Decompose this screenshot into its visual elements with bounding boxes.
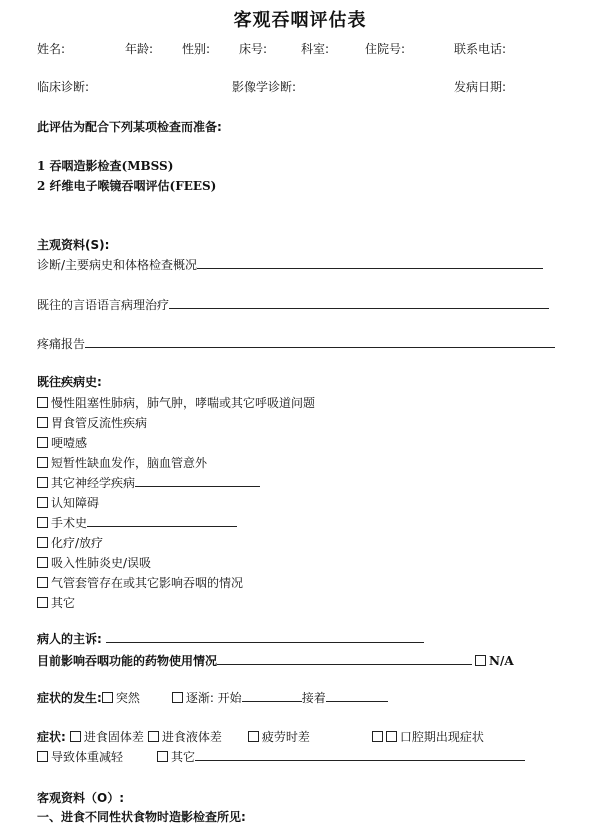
checkbox[interactable] — [37, 577, 48, 588]
onset-then-field[interactable] — [326, 690, 388, 702]
complaint-field[interactable] — [106, 631, 424, 643]
medication-row — [37, 652, 514, 669]
dx-history-row — [37, 256, 543, 273]
history-item: 化疗/放疗 — [37, 533, 315, 553]
checkbox[interactable] — [37, 457, 48, 468]
history-item: 其它神经学疾病 — [37, 473, 315, 493]
symptoms-row-2: 导致体重减轻 其它 — [37, 748, 525, 765]
dx-history-label: 诊断/主要病史和体格检查概况 — [37, 258, 198, 272]
history-item: 认知障碍 — [37, 493, 315, 513]
na-checkbox[interactable] — [475, 655, 486, 666]
clinical-diagnosis-label: 临床诊断: — [37, 80, 90, 94]
prep-intro: 此评估为配合下列某项检查而准备: — [37, 120, 222, 134]
history-heading: 既往疾病史: — [37, 375, 102, 389]
history-item: 气管套管存在或其它影响吞咽的情况 — [37, 573, 315, 593]
history-item: 哽噎感 — [37, 433, 315, 453]
objective-subheading: 一、进食不同性状食物时造影检查所见: — [37, 810, 246, 824]
admission-no-label: 住院号: — [365, 42, 406, 56]
checkbox[interactable] — [172, 692, 183, 703]
imaging-diagnosis-label: 影像学诊断: — [232, 80, 297, 94]
department-label: 科室: — [301, 42, 330, 56]
phone-label: 联系电话: — [454, 42, 507, 56]
medication-field[interactable] — [217, 653, 472, 665]
history-item: 胃食管反流性疾病 — [37, 413, 315, 433]
checkbox[interactable] — [37, 497, 48, 508]
checkbox[interactable] — [248, 731, 259, 742]
complaint-label: 病人的主诉: — [37, 632, 102, 646]
symptoms-label: 症状: — [37, 730, 66, 744]
name-label: 姓名: — [37, 42, 66, 56]
speech-history-row — [37, 296, 549, 313]
history-item: 吸入性肺炎史/误吸 — [37, 553, 315, 573]
prep-item-mbss: 1 吞咽造影检查(MBSS) — [37, 159, 174, 173]
onset-label: 症状的发生: — [37, 691, 102, 705]
objective-heading: 客观资料（O）: — [37, 791, 125, 805]
checkbox[interactable] — [102, 692, 113, 703]
checkbox[interactable] — [37, 517, 48, 528]
speech-history-label: 既往的言语语言病理治疗 — [37, 298, 170, 312]
subjective-heading: 主观资料(S): — [37, 238, 110, 252]
gender-label: 性别: — [182, 42, 211, 56]
checkbox[interactable] — [37, 477, 48, 488]
bed-label: 床号: — [239, 42, 268, 56]
onset-date-label: 发病日期: — [454, 80, 507, 94]
prep-item-fees: 2 纤维电子喉镜吞咽评估(FEES) — [37, 179, 217, 193]
complaint-row — [37, 630, 424, 647]
onset-sudden-label: 突然 — [115, 691, 140, 705]
page-title: 客观吞咽评估表 — [233, 10, 367, 31]
checkbox[interactable] — [70, 731, 81, 742]
pain-report-label: 疼痛报告 — [37, 337, 86, 351]
checkbox[interactable] — [37, 597, 48, 608]
dx-history-field[interactable] — [197, 257, 543, 269]
onset-start-field[interactable] — [242, 690, 302, 702]
medication-label: 目前影响吞咽功能的药物使用情况 — [37, 654, 218, 668]
checkbox[interactable] — [37, 417, 48, 428]
checkbox[interactable] — [37, 751, 48, 762]
checkbox[interactable] — [148, 731, 159, 742]
history-item: 慢性阻塞性肺病，肺气肿，哮喘或其它呼吸道问题 — [37, 393, 315, 413]
other-neuro-field[interactable] — [135, 475, 260, 487]
pain-report-field[interactable] — [85, 336, 555, 348]
checkbox[interactable] — [37, 437, 48, 448]
onset-gradual-label: 逐渐: 开始 — [185, 691, 242, 705]
checkbox[interactable] — [37, 537, 48, 548]
history-item: 其它 — [37, 593, 315, 613]
checkbox[interactable] — [372, 731, 383, 742]
symptoms-row-1: 症状: 进食固体差 进食液体差 疲劳时差 口腔期出现症状 — [37, 730, 484, 744]
speech-history-field[interactable] — [169, 297, 549, 309]
age-label: 年龄: — [125, 42, 154, 56]
history-item: 手术史 — [37, 513, 315, 533]
symptoms-other-field[interactable] — [195, 749, 525, 761]
onset-row — [37, 689, 388, 706]
checkbox[interactable] — [157, 751, 168, 762]
checkbox[interactable] — [37, 397, 48, 408]
checkbox[interactable] — [37, 557, 48, 568]
history-item: 短暂性缺血发作，脑血管意外 — [37, 453, 315, 473]
onset-then-label: 接着 — [301, 691, 326, 705]
na-label: N/A — [489, 654, 514, 668]
checkbox[interactable] — [386, 731, 397, 742]
history-list — [37, 393, 315, 613]
pain-report-row — [37, 335, 555, 352]
surgery-history-field[interactable] — [87, 515, 237, 527]
